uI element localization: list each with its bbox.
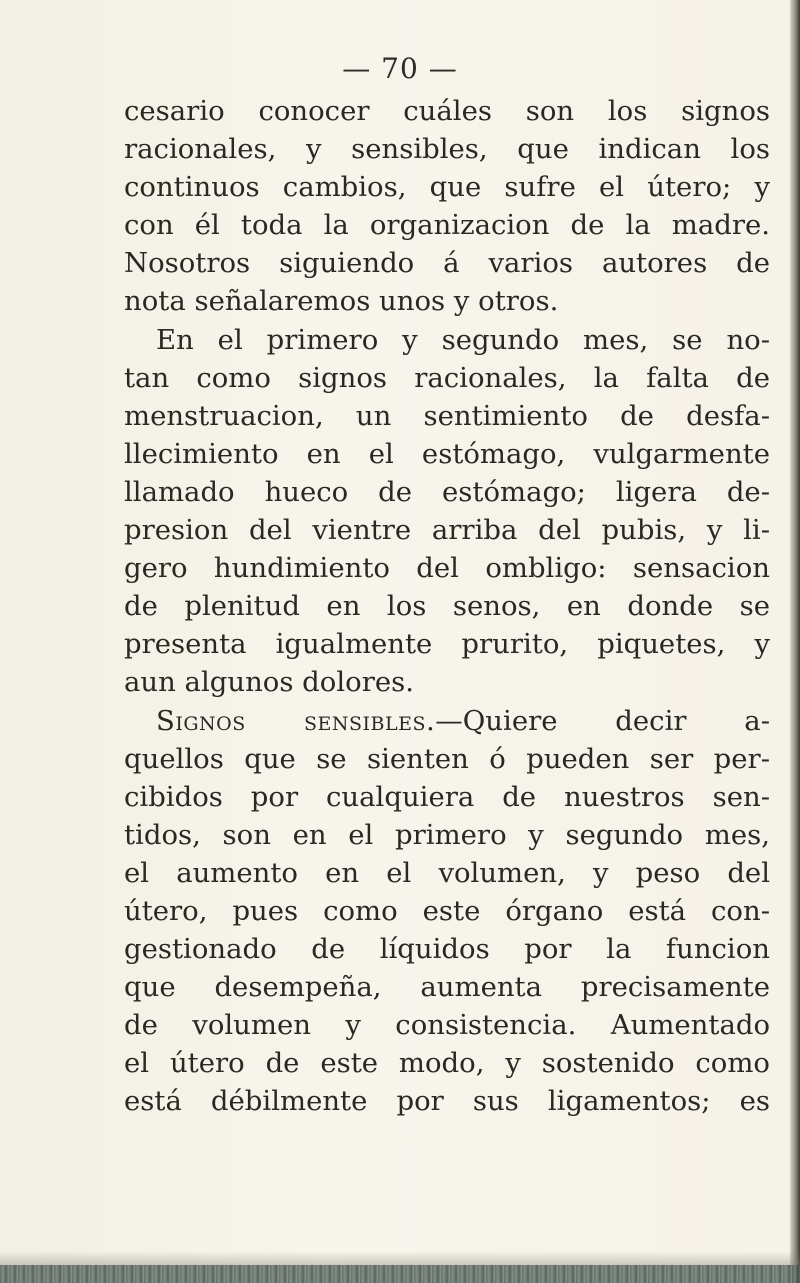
text-line-18: quellos que se sienten ó pueden ser per- bbox=[124, 742, 770, 775]
text-line-24: que desempeña, aumenta precisamente bbox=[124, 971, 770, 1004]
page-number: — 70 — bbox=[342, 52, 458, 85]
text-line-16: aun algunos dolores. bbox=[124, 666, 414, 699]
text-line-15: presenta igualmente prurito, piquetes, y bbox=[124, 628, 770, 661]
text-line-22: útero, pues como este órgano está con- bbox=[124, 894, 770, 927]
text-line-21: el aumento en el volumen, y peso del bbox=[124, 856, 770, 889]
text-line-8: tan como signos racionales, la falta de bbox=[124, 361, 770, 394]
text-line-23: gestionado de líquidos por la funcion bbox=[124, 933, 770, 966]
text-line-9: menstruacion, un sentimiento de desfa- bbox=[124, 399, 770, 432]
text-line-26: el útero de este modo, y sostenido como bbox=[124, 1047, 770, 1080]
text-line-17 bbox=[124, 702, 770, 740]
bottom-shadow bbox=[0, 1251, 800, 1265]
text-line-11: llamado hueco de estómago; ligera de- bbox=[124, 475, 770, 508]
scan-bottom-band bbox=[0, 1265, 800, 1283]
page-edge-shadow bbox=[790, 0, 800, 1283]
text-line-4: con él toda la organizacion de la madre. bbox=[124, 209, 770, 242]
text-line-25: de volumen y consistencia. Aumentado bbox=[124, 1009, 770, 1042]
text-line-6: nota señalaremos unos y otros. bbox=[124, 285, 559, 318]
text-line-14: de plenitud en los senos, en donde se bbox=[124, 590, 770, 623]
text-line-17-rest: —Quiere decir a- bbox=[435, 704, 770, 737]
text-line-27: está débilmente por sus ligamentos; es bbox=[124, 1085, 770, 1118]
text-line-12: presion del vientre arriba del pubis, y li- bbox=[124, 514, 770, 547]
text-line-10: llecimiento en el estómago, vulgarmente bbox=[124, 437, 770, 470]
text-line-1: cesario conocer cuáles son los signos bbox=[124, 95, 770, 127]
section-heading-signos-sensibles: Signos sensibles. bbox=[156, 704, 436, 737]
text-line-13: gero hundimiento del ombligo: sensacion bbox=[124, 552, 770, 585]
text-line-20: tidos, son en el primero y segundo mes, bbox=[124, 818, 770, 851]
text-line-2: racionales, y sensibles, que indican los bbox=[124, 133, 770, 166]
body-text bbox=[124, 92, 784, 1121]
text-line-5: Nosotros siguiendo á varios autores de bbox=[124, 247, 770, 280]
text-line-19: cibidos por cualquiera de nuestros sen- bbox=[124, 780, 770, 813]
text-line-7: En el primero y segundo mes, se no- bbox=[156, 323, 770, 356]
text-line-3: continuos cambios, que sufre el útero; y bbox=[124, 171, 770, 204]
